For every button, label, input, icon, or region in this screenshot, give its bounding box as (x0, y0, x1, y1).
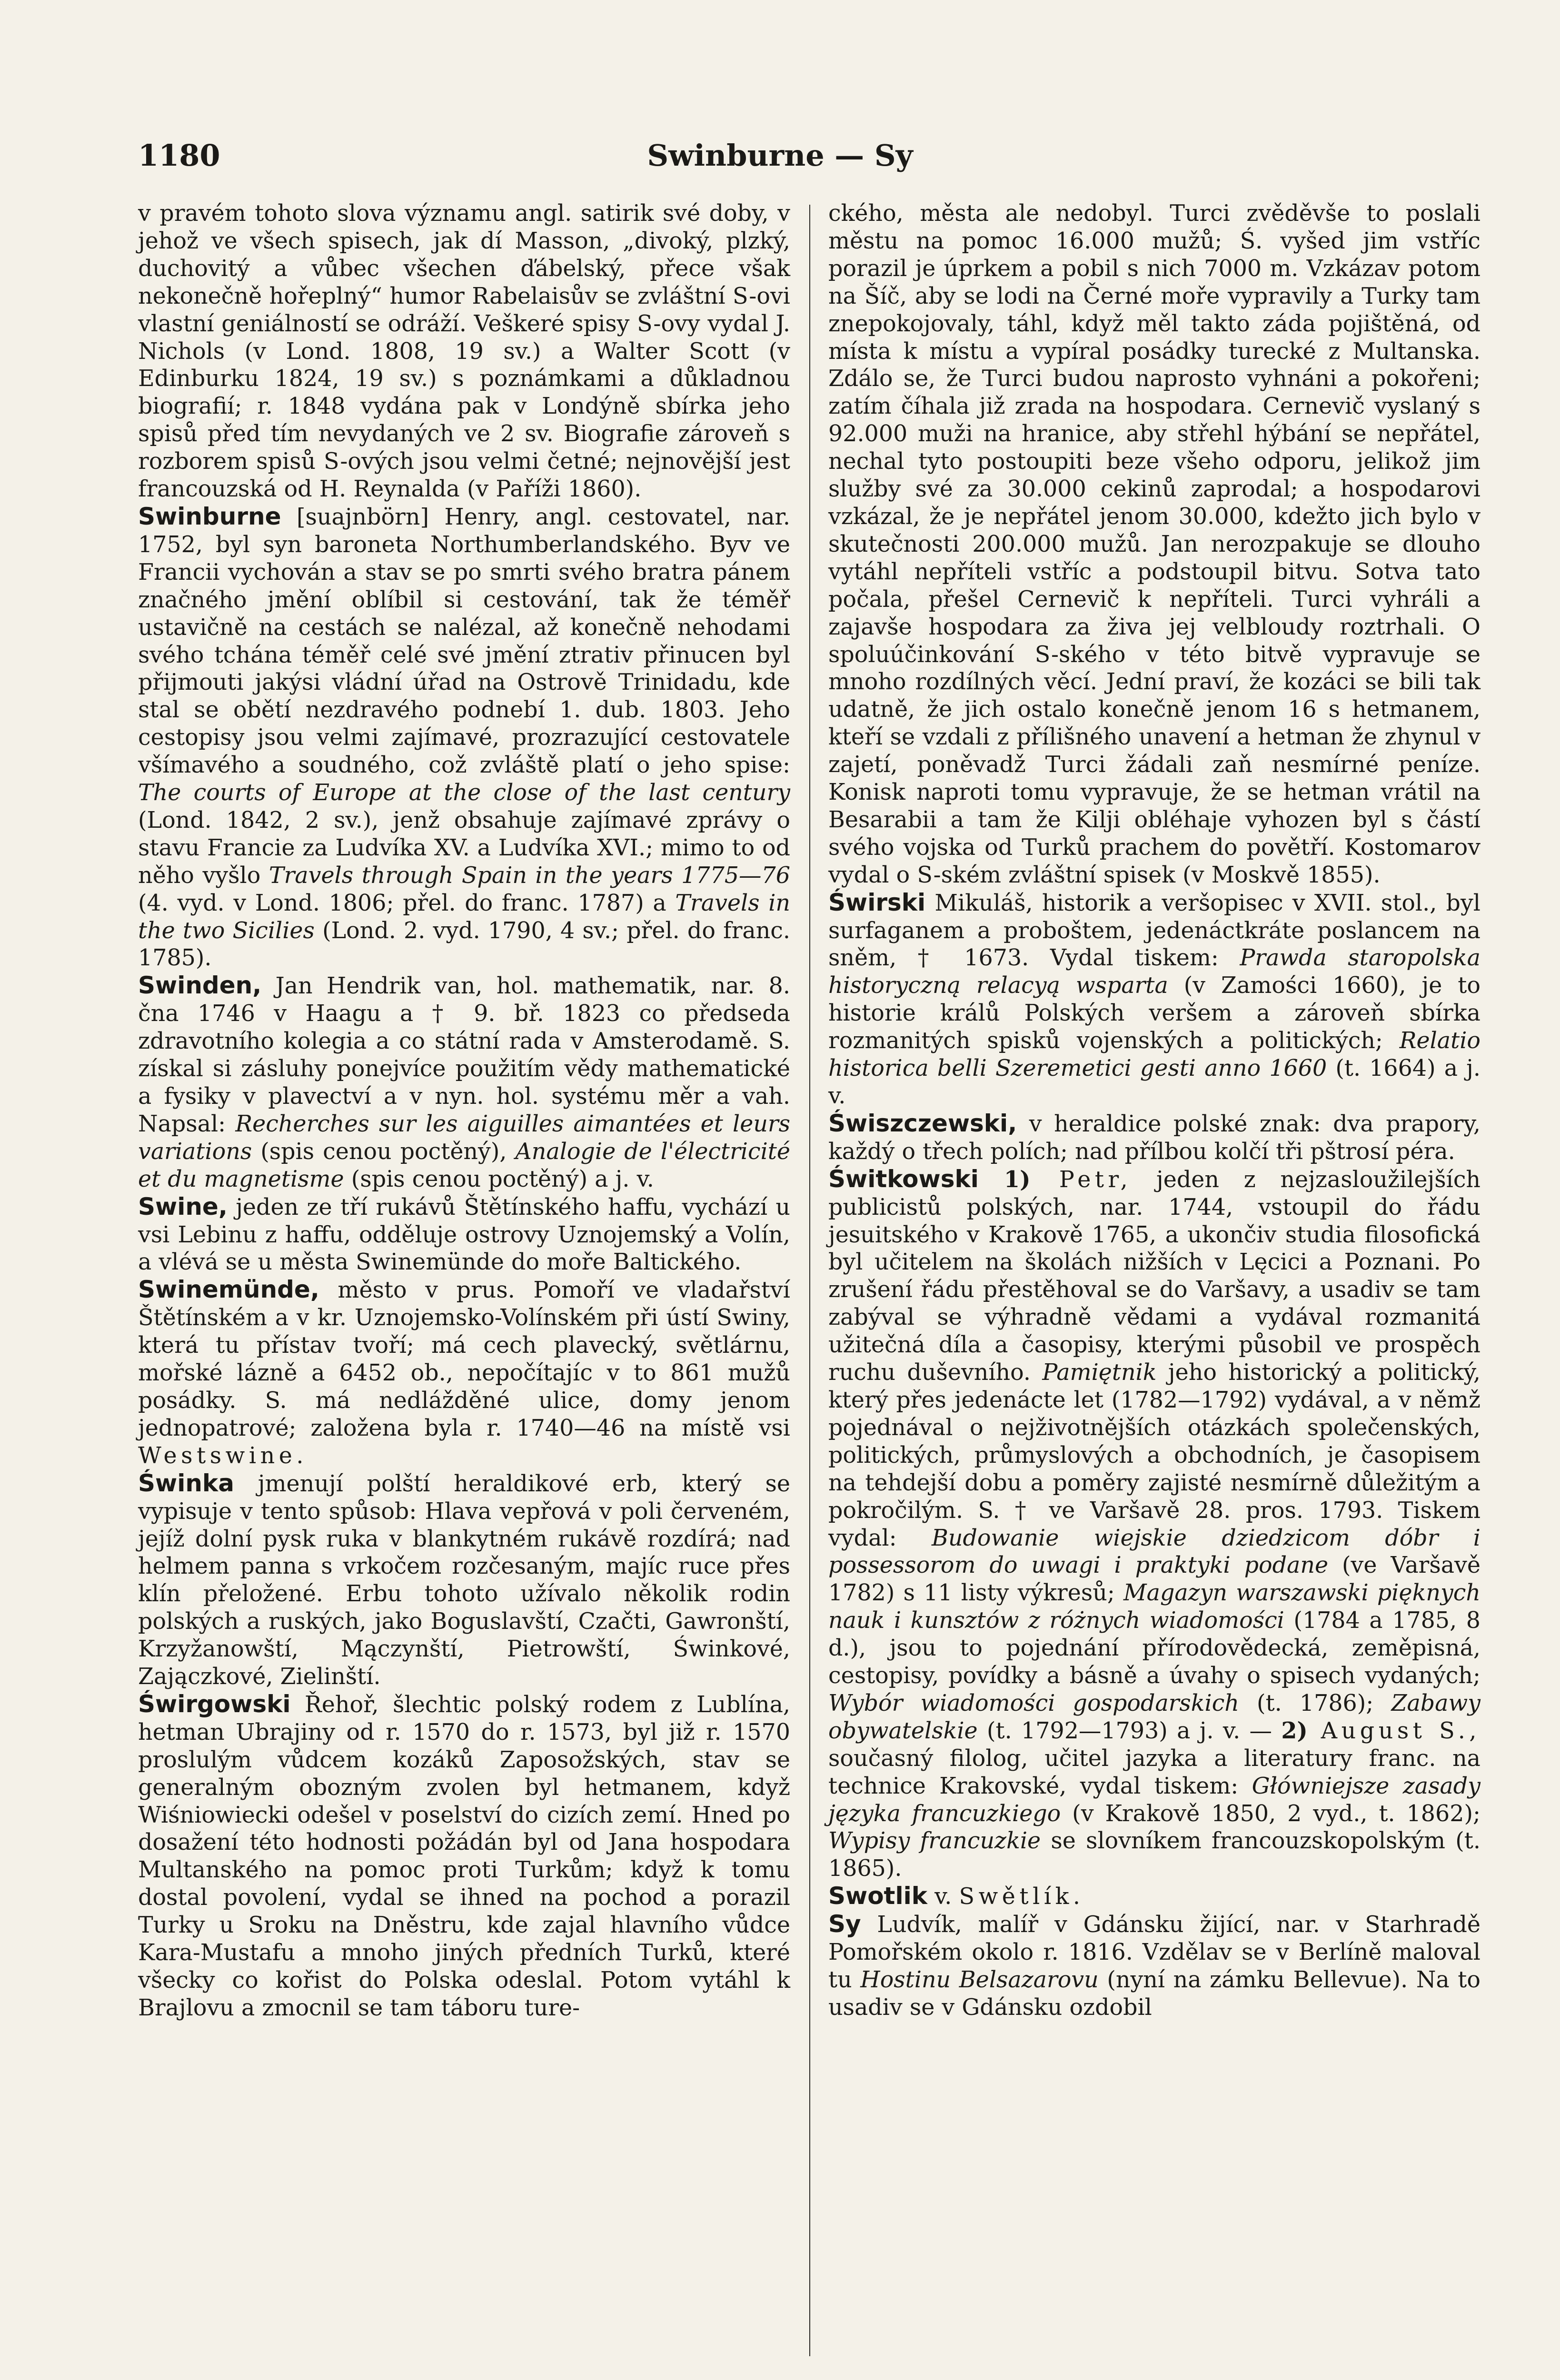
entry-text: . (296, 1442, 304, 1469)
book-title: The courts of Europe at the close of the last century (138, 780, 790, 806)
book-title: Główniejsze zasady języka francuzkiego (828, 1773, 1481, 1827)
book-title: Pamiętnik (1042, 1359, 1157, 1386)
entry-swiszczewski (828, 1110, 1481, 1166)
entry-text: . (1073, 1884, 1081, 1910)
left-column (138, 200, 790, 2022)
book-title: Budowanie wiejskie dziedzicom dóbr i possessorom do uwagi i praktyki podane (828, 1525, 1481, 1579)
entry-text: v. (927, 1884, 959, 1910)
entry-text: jmenují polští heraldikové erb, který se vypisuje v tento spůsob: Hlava vepřová v poli červeném, jejíž dolní pysk ruka v blankytném rukávě rozdírá; nad helmem panna s vrkočem rozčesaným, majíc ruce přes klín přeložené. Erbu tohoto užívalo několik rodin polských a ruských, jako Boguslavští, Czačti, Gawronští, Krzyžanowští, Mączynští, Pietrowští, Świnkové, Zajączkové, Zielinští. (138, 1470, 790, 1690)
spaced-name: Westswine (138, 1442, 297, 1469)
column-divider (809, 205, 810, 2356)
spaced-name: Swětlík (959, 1884, 1073, 1910)
headword: Świnka (138, 1469, 234, 1497)
entry-text: současný filolog, učitel jazyka a literatury franc. na technice Krakovské, vydal tiskem: (828, 1745, 1481, 1799)
book-title: Relatio historica belli Szeremetici gesti anno 1660 (828, 1028, 1481, 1082)
book-title: Zabawy obywatelskie (828, 1690, 1481, 1744)
headword: Świszczewski, (828, 1109, 1017, 1137)
entry-text: Ludvík, malíř v Gdánsku žijící, nar. v Starhradě Pomořském okolo r. 1816. Vzdělav se v Berlíně maloval tu (828, 1912, 1481, 1993)
entry-text: (4. vyd. v Lond. 1806; přel. do franc. 1787) a (138, 890, 676, 916)
book-title: Travels in the two Sicilies (138, 890, 790, 944)
entry-text: Jan Hendrik van, hol. mathematik, nar. 8. čna 1746 v Haagu a † 9. bř. 1823 co předseda zdravotního kolegia a co státní rada v Amsterodamě. S. získal si zásluhy ponejvíce použitím vědy mathematické a fysiky v plavectví a v nyn. hol. systému měr a vah. Napsal: (138, 973, 790, 1137)
entry-swirski (828, 889, 1481, 1110)
spaced-name: Petr, (1030, 1166, 1132, 1193)
entry-text: (v Krakově 1850, 2 vyd., t. 1862); (1061, 1800, 1481, 1827)
page-number: 1180 (138, 138, 220, 173)
sense-number: 2) (1281, 1717, 1308, 1744)
book-title: Wypisy francuzkie (828, 1828, 1041, 1854)
headword: Świtkowski (828, 1165, 979, 1193)
entry-swinemunde (138, 1276, 790, 1469)
entry-text: (Lond. 2. vyd. 1790, 4 sv.; přel. do franc. 1785). (138, 917, 791, 972)
entry-continuation: ckého, města ale nedobyl. Turci zvěděvše to poslali městu na pomoc 16.000 mužů; Ś. vyšed jim vstříc porazil je úprkem a pobil s nich 7000 m. Vzkázav potom na Šíč, aby se lodi na Černé moře vypravily a Turky tam znepokojovaly, táhl, když měl takto záda pojištěná, od místa k místu a vypíral posádky turecké z Multanska. Zdálo se, že Turci budou naprosto vyhnáni a pokořeni; zatím číhala již zrada na hospodara. Cernevič vyslaný s 92.000 muži na hranice, aby střehl hýbání se nepřátel, nechal tyto postoupiti beze všeho odporu, jelikož jim služby své za 30.000 cekinů zaprodal; a hospodarovi vzkázal, že je nepřátel jenom 30.000, kdežto jich bylo v skutečnosti 200.000 mužů. Jan nerozpakuje se dlouho vytáhl nepříteli vstříc a podstoupil bitvu. Sotva tato počala, přešel Cernevič k nepříteli. Turci vyhráli a zajavše hospodara za živa jej velbloudy roztrhali. O spoluúčinkování S-ského v této bitvě vypravuje se mnoho rozdílných věcí. Jední praví, že kozáci se bili tak udatně, že jich ostalo konečně jenom 16 s hetmanem, kteří se vzdali z přílišného unavení a hetman že zhynul v zajetí, poněvadž Turci žádali zaň nesmírné peníze. Konisk naproti tomu vypravuje, že se hetman vrátil na Besarabii a tam že Kilji obléhaje vyhozen byl s částí svého vojska od Turků prachem do povětří. Kostomarov vydal o S-ském zvláštní spisek (v Moskvě 1855). (828, 200, 1481, 888)
headword: Swine, (138, 1192, 228, 1220)
book-title: Hostinu Belsazarovu (860, 1967, 1099, 1993)
spaced-name: August S., (1307, 1717, 1481, 1744)
entry-swinden (138, 972, 790, 1193)
entry-text: (t. 1792—1793) a j. v. — (977, 1717, 1282, 1744)
page-header (138, 138, 1422, 176)
entry-text: (ve Varšavě 1782) s 11 listy výkresů; (828, 1552, 1481, 1606)
entry-swinburne (138, 503, 790, 972)
entry-text: (t. 1664) a j. v. (828, 1055, 1481, 1109)
headword: Swotlik (828, 1882, 927, 1910)
headword: Sy (828, 1910, 861, 1938)
book-title: Recherches sur les aiguilles aimantées et leurs variations (138, 1111, 790, 1165)
entry-text: v heraldice polské znak: dva prapory, každý o třech polích; nad přílbou kolčí tři pštrosí péra. (828, 1111, 1481, 1165)
entry-text: se slovníkem francouzskopolským (t. 1865). (828, 1828, 1481, 1882)
entry-text: (1784 a 1785, 8 d.), jsou to pojednání přírodovědecká, zeměpisná, cestopisy, povídky a básně a úvahy o spisech vydaných; (828, 1607, 1481, 1689)
entry-swotlik (828, 1883, 1481, 1911)
entry-text: Mikuláš, historik a veršopisec v XVII. stol., byl surfaganem a proboštem, jedenáctkráte poslancem na sněm, † 1673. Vydal tiskem: (828, 890, 1481, 972)
entry-text: (spis cenou poctěný) a j. v. (344, 1166, 654, 1192)
headword: Świrgowski (138, 1690, 291, 1718)
book-title: Analogie de l'électricité et du magnetisme (138, 1138, 790, 1192)
entry-text: (nyní na zámku Bellevue). Na to usadiv se v Gdánsku ozdobil (828, 1967, 1481, 2021)
entry-text: jeden z nejzasloužilejších publicistů polských, nar. 1744, vstoupil do řádu jesuitského v Krakově 1765, a ukončiv studia filosofická byl učitelem na školách nižších v Lęcici a Poznani. Po zrušení řádu přestěhoval se do Varšavy, a usadiv se tam zabýval se výhradně vědami a vydával rozmanitá užitečná díla a časopisy, kterými působil ve prospěch ruchu duševního. (828, 1166, 1481, 1386)
entry-text: (t. 1786); (1239, 1690, 1391, 1716)
entry-text: (v Zamości 1660), je to historie králů Polských veršem a zároveň sbírka rozmanitých spisků vojenských a politických; (828, 972, 1481, 1054)
entry-text: [suajnbörn] Henry, angl. cestovatel, nar. 1752, byl syn baroneta Northumberlandského. Byv ve Francii vychován a stav se po smrti svého bratra pánem značného jmění oblíbil si cestování, tak že téměř ustavičně na cestách se nalézal, až konečně nehodami svého tchána téměř celé své jmění ztrativ přinucen byl přijmouti jakýsi vládní úřad na Ostrově Trinidadu, kde stal se obětí nezdravého podnebí 1. dub. 1803. Jeho cestopisy jsou velmi zajímavé, prozrazující cestovatele všímavého a soudného, což zvláště platí o jeho spise: (138, 504, 790, 779)
right-column (828, 200, 1481, 2022)
running-head: Swinburne — Sy (647, 138, 913, 173)
entry-text: město v prus. Pomoří ve vladařství Štětínském a v kr. Uznojemsko-Volínském při ústí Swiny, která tu přístav tvoří; má cech plavecký, světlárnu, mořské lázně a 6452 ob., nepočítajíc v to 861 mužů posádky. S. má nedlážděné ulice, domy jenom jednopatrové; založena byla r. 1740—46 na místě vsi (138, 1277, 790, 1441)
headword: Świrski (828, 888, 926, 916)
book-title: Prawda staropolska historyczną relacyą wsparta (828, 945, 1481, 999)
headword: Swinemünde, (138, 1276, 319, 1304)
sense-number: 1) (978, 1166, 1031, 1193)
headword: Swinburne (138, 502, 281, 530)
entry-swine (138, 1193, 790, 1277)
entry-text: (Lond. 1842, 2 sv.), jenž obsahuje zajímavé zprávy o stavu Francie za Ludvíka XV. a Ludvíka XVI.; mimo to od něho vyšlo (138, 807, 790, 889)
book-title: Travels through Spain in the years 1775—76 (268, 862, 790, 889)
entry-switkowski (828, 1166, 1481, 1883)
entry-text: (spis cenou poctěný), (252, 1138, 516, 1165)
entry-swirgowski (138, 1691, 790, 2022)
entry-text: jeden ze tří rukávů Štětínského haffu, vychází u vsi Lebinu z haffu, odděluje ostrovy Uznojemský a Volín, a vlévá se u města Swinemünde do moře Baltického. (138, 1194, 790, 1276)
book-title: Magazyn warszawski pięknych nauk i kunsztów z różnych wiadomości (828, 1580, 1481, 1634)
entry-continuation: v pravém tohoto slova významu angl. satirik své doby, v jehož ve všech spisech, jak dí Masson, „divoký, plzký, duchovitý a vůbec všechen ďábelský, přece však nekonečně hořeplný“ humor Rabelaisův se zvláštní S-ovi vlastní geniálností se odráží. Veškeré spisy S-ovy vydal J. Nichols (v Lond. 1808, 19 sv.) a Walter Scott (v Edinburku 1824, 19 sv.) s poznámkami a důkladnou biografií; r. 1848 vydána pak v Londýně sbírka jeho spisů před tím nevydaných ve 2 sv. Biografie zároveň s rozborem spisů S-ových jsou velmi četné; nejnovější jest francouzská od H. Reynalda (v Paříži 1860). (138, 200, 790, 503)
entry-swinka (138, 1470, 790, 1691)
entry-text: Řehoř, šlechtic polský rodem z Lublína, hetman Ubrajiny od r. 1570 do r. 1573, byl již r. 1570 proslulým vůdcem kozáků Zaposožských, stav se generalným obozným zvolen byl hetmanem, když Wiśniowiecki odešel v poselství do cizích zemí. Hned po dosažení této hodnosti požádán byl od Jana hospodara Multanského na pomoc proti Turkům; když k tomu dostal povolení, vydal se ihned na pochod a porazil Turky u Sroku na Dněstru, kde zajal hlavního vůdce Kara-Mustafu a mnoho jiných předních Turků, které všecky co kořist do Polska odeslal. Potom vytáhl k Brajlovu a zmocnil se tam táboru ture- (138, 1691, 790, 2021)
book-title: Wybór wiadomości gospodarskich (828, 1690, 1239, 1716)
entry-sy (828, 1911, 1481, 2022)
headword: Swinden, (138, 972, 262, 1000)
entry-text: jeho historický a politický, který přes jedenácte let (1782—1792) vydával, a v němž pojednával o nejživotnějších otázkách společenských, politických, průmyslových a obchodních, je časopisem na tehdejší dobu a poměry zajisté nesmírně důležitým a pokročilým. S. † ve Varšavě 28. pros. 1793. Tiskem vydal: (828, 1359, 1481, 1551)
